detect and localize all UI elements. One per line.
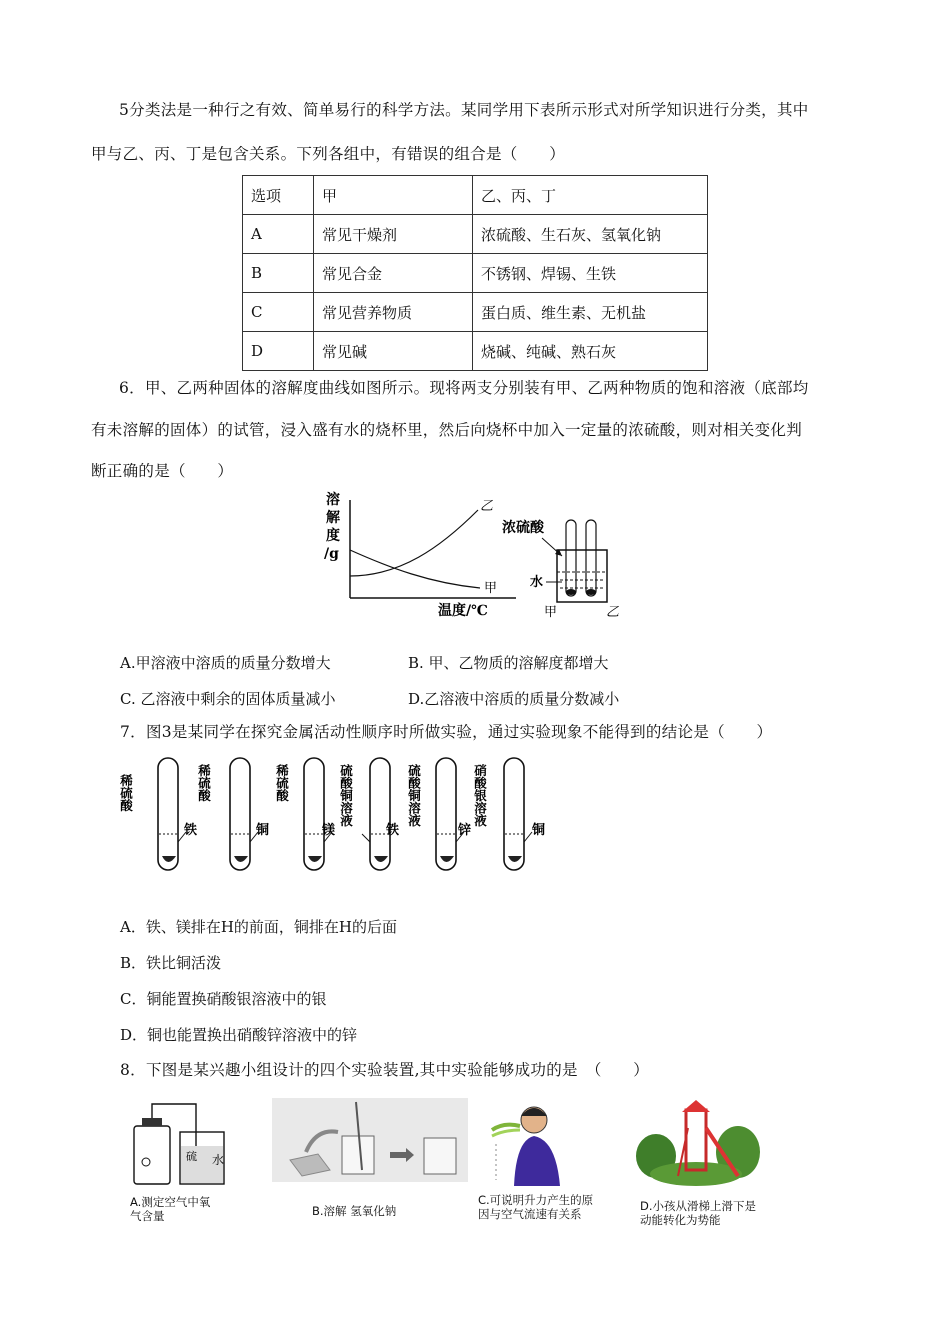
q7-line1: 7．图3是某同学在探究金属活动性顺序时所做实验，通过实验现象不能得到的结论是（ ） [120,723,773,741]
table-cell: D [243,332,314,371]
tube-5-metal [440,856,454,862]
tube-label-yi: 乙 [606,605,620,620]
q7-option-a: A．铁、镁排在H的前面，铜排在H的后面 [120,918,397,936]
tube-4-metal-label: 铁 [386,823,400,838]
caption-c-2: 因与空气流速有关系 [478,1207,582,1221]
tube-2-liquid: 稀硫酸 [196,764,212,802]
tube-5 [407,758,472,870]
slide-tower [686,1110,706,1170]
slide-roof [682,1100,710,1112]
water-label-a: 水 [212,1153,225,1167]
paper-strips-2 [492,1130,520,1136]
caption-a-2: 气含量 [130,1209,165,1223]
tube-3-metal [308,856,322,862]
q6-option-b: B. 甲、乙物质的溶解度都增大 [408,654,609,672]
tube-2-metal [234,856,248,862]
table-header: 乙、丙、丁 [473,176,708,215]
fig-b-dissolving [272,1098,468,1182]
curve-jia [350,550,480,588]
tube-2 [197,758,270,870]
table-row [243,332,708,371]
table-cell: B [243,254,314,293]
tube-label-jia: 甲 [544,605,558,620]
q7-option-c: C．铜能置换硝酸银溶液中的银 [120,990,327,1008]
table-cell: 常见营养物质 [314,293,473,332]
caption-a-1: A.测定空气中氧 [130,1195,211,1209]
tube-1-metal [162,856,176,862]
caption-d-2: 动能转化为势能 [640,1213,721,1227]
q6-line1: 6．甲、乙两种固体的溶解度曲线如图所示。现将两支分别装有甲、乙两种物质的饱和溶液（底部均 [119,379,809,397]
tube-4-metal [374,856,388,862]
y-label-1: 溶 [326,492,340,508]
tube-5-glass [436,758,456,870]
beaker-b2 [424,1138,456,1174]
x-label: 温度/℃ [438,603,488,619]
tube-4-pointer [362,834,370,842]
table-cell: 浓硫酸、生石灰、氢氧化钠 [473,215,708,254]
table-cell: 不锈钢、焊锡、生铁 [473,254,708,293]
spoon [142,1158,150,1166]
q7-option-b: B．铁比铜活泼 [120,954,222,972]
classification-table [242,175,708,371]
q6-option-a: A.甲溶液中溶质的质量分数增大 [120,654,331,672]
table-header: 选项 [243,176,314,215]
tube-4-glass [370,758,390,870]
beaker-b1 [342,1136,374,1174]
curve-label-yi: 乙 [480,499,494,514]
sulfur-label: 硫 [186,1150,197,1163]
bottle [134,1126,170,1184]
table-cell: 常见合金 [314,254,473,293]
water-label: 水 [530,575,544,590]
table-header: 甲 [314,176,473,215]
curve-yi [350,510,478,576]
tube-3-metal-label: 镁 [322,823,336,838]
tube-1-liquid: 稀硫酸 [118,774,134,812]
acid-label: 浓硫酸 [502,520,544,536]
test-tube-a [566,520,576,596]
q8-line1: 8．下图是某兴趣小组设计的四个实验装置,其中实验能够成功的是 （ ） [120,1061,650,1079]
bush [650,1162,742,1186]
fig-d-slide [634,1098,760,1188]
fig-a-apparatus [124,1098,244,1188]
tube-3 [275,758,336,870]
q6-option-c: C. 乙溶液中剩余的固体质量减小 [120,690,336,708]
q5-line1: 5分类法是一种行之有效、简单易行的科学方法。某同学用下表所示形式对所学知识进行分类，其中 [119,101,809,119]
tube-3-liquid: 稀硫酸 [274,764,290,802]
solid-a [566,589,576,595]
boy-body [514,1136,560,1186]
metal-activity-tubes [118,756,554,878]
tube-2-metal-label: 铜 [256,823,270,838]
table-row [243,215,708,254]
beaker [557,550,607,602]
caption-d-1: D.小孩从滑梯上滑下是 [640,1199,757,1213]
table-cell: A [243,215,314,254]
table-row [243,293,708,332]
curve-label-jia: 甲 [484,581,498,596]
tube-6-pointer [524,832,532,842]
table-cell: C [243,293,314,332]
tube-1 [119,758,198,870]
table-cell: 烧碱、纯碱、熟石灰 [473,332,708,371]
tube-4-liquid: 硫酸铜溶液 [338,764,354,827]
q6-line3: 断正确的是（ ） [91,462,234,480]
stopper [142,1118,162,1126]
tube-6-metal [508,856,522,862]
table-cell: 常见碱 [314,332,473,371]
tube-1-glass [158,758,178,870]
tube-1-metal-label: 铁 [184,823,198,838]
q7-option-d: D．铜也能置换出硝酸锌溶液中的锌 [120,1026,358,1044]
fig-c-boy [490,1100,586,1186]
tube-4 [339,758,400,870]
caption-b: B.溶解 氢氧化钠 [312,1204,397,1218]
y-label-2: 解 [326,510,340,526]
tube-6 [473,758,546,870]
table-header-row [243,176,708,215]
q5-line2: 甲与乙、丙、丁是包含关系。下列各组中，有错误的组合是（ ） [91,145,566,163]
boy-hair [521,1108,547,1116]
y-label-3: 度 [326,528,340,544]
tube-2-glass [230,758,250,870]
tube-6-liquid: 硝酸银溶液 [472,764,488,827]
beaker-figure [502,510,632,620]
tube-6-metal-label: 铜 [532,823,546,838]
q6-option-d: D.乙溶液中溶质的质量分数减小 [408,690,620,708]
y-label-4: /g [324,546,339,562]
table-cell: 常见干燥剂 [314,215,473,254]
tube-3-glass [304,758,324,870]
table-cell: 蛋白质、维生素、无机盐 [473,293,708,332]
tube-5-liquid: 硫酸铜溶液 [406,764,422,827]
q6-line2: 有未溶解的固体）的试管，浸入盛有水的烧杯里，然后向烧杯中加入一定量的浓硫酸，则对相关变化判 [91,421,803,439]
tube-5-metal-label: 锌 [458,823,472,838]
test-tube-b [586,520,596,596]
solid-b [586,589,596,595]
solubility-graph [320,488,520,619]
tube-6-glass [504,758,524,870]
caption-c-1: C.可说明升力产生的原 [478,1193,594,1207]
table-row [243,254,708,293]
